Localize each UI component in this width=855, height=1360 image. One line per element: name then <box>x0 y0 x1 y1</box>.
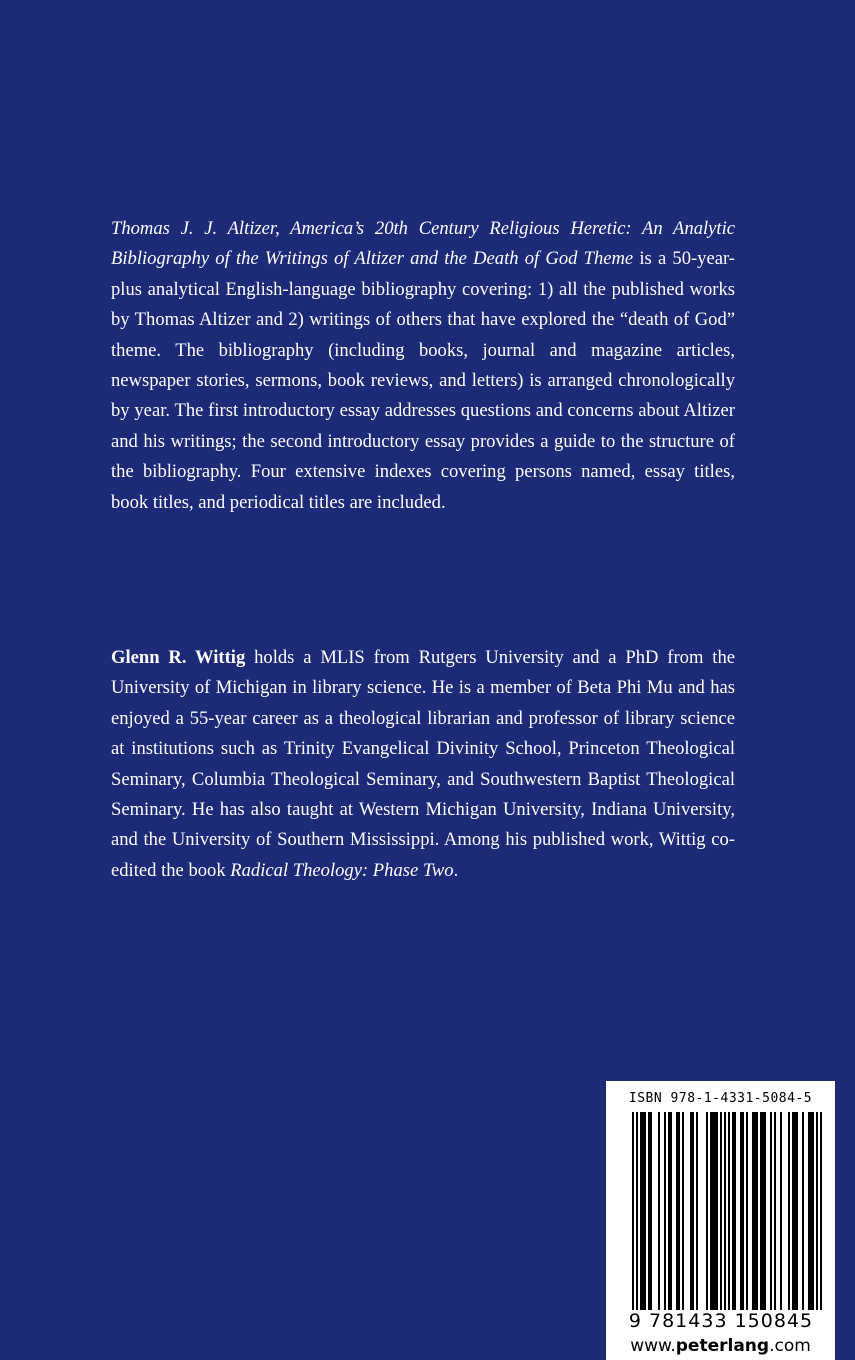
author-bio-text: holds a MLIS from Rutgers University and a PhD from the University of Michigan in library science. He is a member of Beta Phi Mu and has enjoyed a 55-year career as a theological librarian and professor of library science at institutions such as Trinity Evangelical Divinity School, Princeton Theological Seminary, Columbia Theological Seminary, and Southwestern Baptist Theological Seminary. He has also taught at Western Michigan University, Indiana University, and the University of Southern Mississippi. Among his published work, Wittig co-edited the book <box>111 647 736 881</box>
book-description <box>111 214 735 518</box>
barcode-icon <box>616 1112 826 1324</box>
publisher-url <box>606 1336 835 1356</box>
isbn-label: ISBN 978-1-4331-5084-5 <box>628 1091 813 1106</box>
author-bio-end: . <box>453 859 459 881</box>
description-text: is a 50-year-plus analytical English-language bibliography covering: 1) all the published works by Thomas Altizer and 2) writings of others that have explored the “death of God” theme. The bibliography (including books, journal and magazine articles, newspaper stories, sermons, book reviews, and letters) is arranged chronologically by year. The first introductory essay addresses questions and concerns about Altizer and his writings; the second introductory essay provides a guide to the structure of the bibliography. Four extensive indexes covering persons named, essay titles, book titles, and periodical titles are included. <box>111 248 735 513</box>
barcode-box <box>606 1081 835 1360</box>
book-title: Thomas J. J. Altizer, America’s 20th Century Religious Heretic: An Analytic Bibliography of the Writings of Altizer and the Death of God Theme <box>111 218 735 270</box>
coedited-book-title: Radical Theology: Phase Two <box>230 859 454 881</box>
author-bio <box>111 643 735 886</box>
url-prefix: www. <box>630 1336 676 1356</box>
url-name: peterlang <box>675 1336 770 1356</box>
author-name: Glenn R. Wittig <box>111 647 246 668</box>
barcode-digits: 9 781433 150845 <box>616 1310 826 1332</box>
url-suffix: .com <box>769 1336 811 1356</box>
